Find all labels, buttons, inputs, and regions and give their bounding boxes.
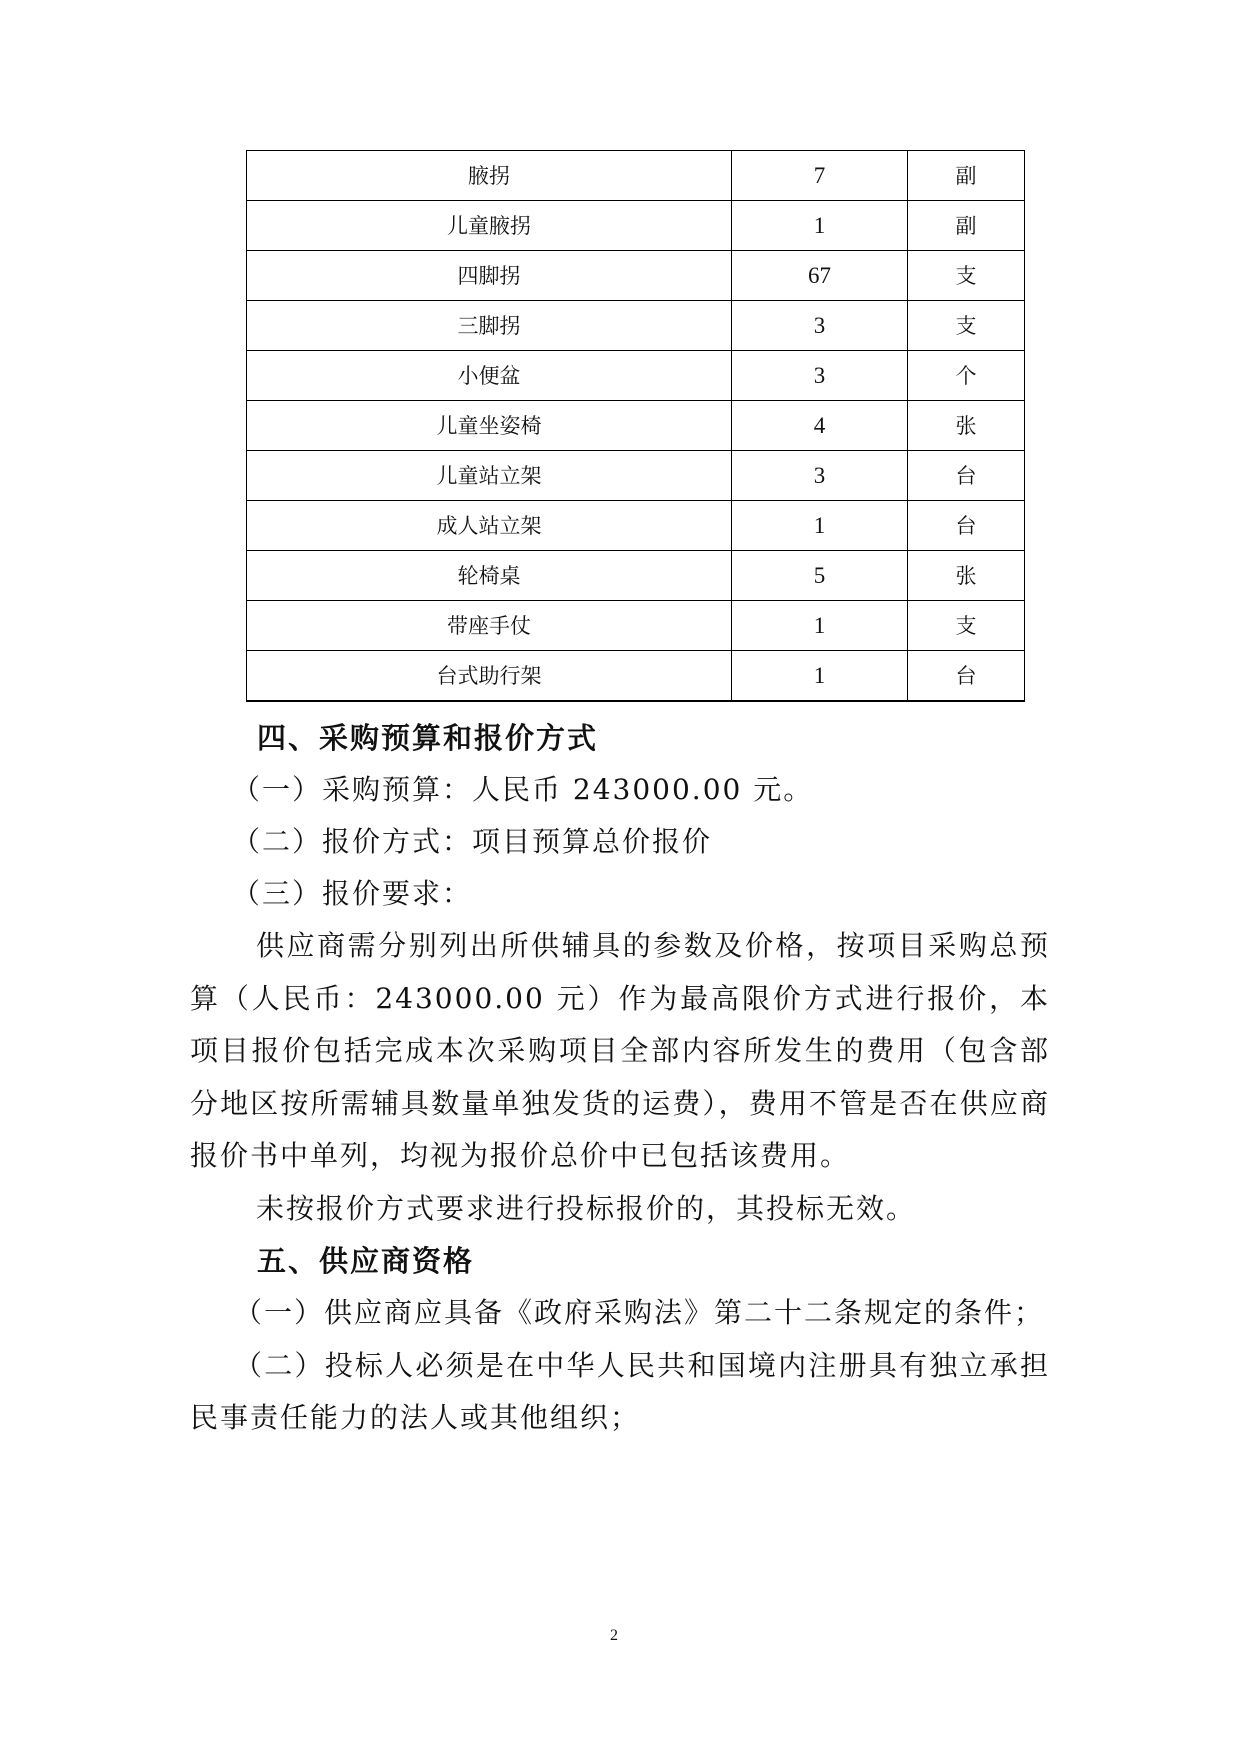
item-name-cell: 台式助行架 <box>247 651 732 702</box>
item-unit-cell: 台 <box>908 451 1025 501</box>
item-quantity-cell: 3 <box>732 451 908 501</box>
item-name-cell: 儿童站立架 <box>247 451 732 501</box>
table-row <box>247 351 1025 401</box>
item-quantity-cell: 1 <box>732 201 908 251</box>
invalid-bid-paragraph: 未按报价方式要求进行投标报价的，其投标无效。 <box>256 1191 917 1225</box>
page-number: 2 <box>610 1627 618 1644</box>
item-quantity-cell: 67 <box>732 251 908 301</box>
item-unit-cell: 副 <box>908 201 1025 251</box>
item-name-cell: 轮椅桌 <box>247 551 732 601</box>
supplier-requirement-1: （一）供应商应具备《政府采购法》第二十二条规定的条件； <box>234 1296 1045 1329</box>
section-5-heading: 五、供应商资格 <box>257 1244 475 1278</box>
items-table <box>246 150 1025 702</box>
item-quantity-cell: 3 <box>732 351 908 401</box>
item-name-cell: 儿童坐姿椅 <box>247 401 732 451</box>
item-unit-cell: 张 <box>908 551 1025 601</box>
item-unit-cell: 支 <box>908 601 1025 651</box>
table-row <box>247 151 1025 201</box>
item-unit-cell: 张 <box>908 401 1025 451</box>
item-unit-cell: 副 <box>908 151 1025 201</box>
section-4-item-1: （一）采购预算：人民币 243000.00 元。 <box>232 773 814 806</box>
quote-requirements-paragraph: 供应商需分别列出所供辅具的参数及价格，按项目采购总预算（人民币：243000.00 元）作为最高限价方式进行报价，本项目报价包括完成本次采购项目全部内容所发生的费用（包含部分地区按所需辅具数量单独发货的运费），费用不管是否在供应商报价书中单列，均视为报价总价中已包括该费用。 <box>190 929 1050 1172</box>
item-name-cell: 小便盆 <box>247 351 732 401</box>
table-row <box>247 601 1025 651</box>
item-unit-cell: 支 <box>908 251 1025 301</box>
item-quantity-cell: 1 <box>732 651 908 702</box>
table-row <box>247 551 1025 601</box>
item-quantity-cell: 1 <box>732 501 908 551</box>
item-unit-cell: 支 <box>908 301 1025 351</box>
section-4-item-2: （二）报价方式：项目预算总价报价 <box>232 825 713 858</box>
document-body <box>190 712 1050 1445</box>
item-name-cell: 带座手仗 <box>247 601 732 651</box>
item-unit-cell: 台 <box>908 501 1025 551</box>
table-row <box>247 501 1025 551</box>
item-quantity-cell: 1 <box>732 601 908 651</box>
item-unit-cell: 台 <box>908 651 1025 702</box>
item-name-cell: 四脚拐 <box>247 251 732 301</box>
item-quantity-cell: 5 <box>732 551 908 601</box>
item-name-cell: 腋拐 <box>247 151 732 201</box>
item-quantity-cell: 7 <box>732 151 908 201</box>
item-name-cell: 成人站立架 <box>247 501 732 551</box>
item-unit-cell: 个 <box>908 351 1025 401</box>
table-row <box>247 301 1025 351</box>
item-quantity-cell: 4 <box>732 401 908 451</box>
section-4-heading: 四、采购预算和报价方式 <box>257 721 599 755</box>
table-row <box>247 201 1025 251</box>
table-row <box>247 451 1025 501</box>
section-4-item-3: （三）报价要求： <box>232 877 473 910</box>
table-row <box>247 251 1025 301</box>
item-name-cell: 三脚拐 <box>247 301 732 351</box>
items-table-body <box>247 151 1025 702</box>
item-name-cell: 儿童腋拐 <box>247 201 732 251</box>
item-quantity-cell: 3 <box>732 301 908 351</box>
table-row <box>247 651 1025 702</box>
table-row <box>247 401 1025 451</box>
supplier-requirement-2: （二）投标人必须是在中华人民共和国境内注册具有独立承担民事责任能力的法人或其他组织； <box>190 1348 1050 1434</box>
